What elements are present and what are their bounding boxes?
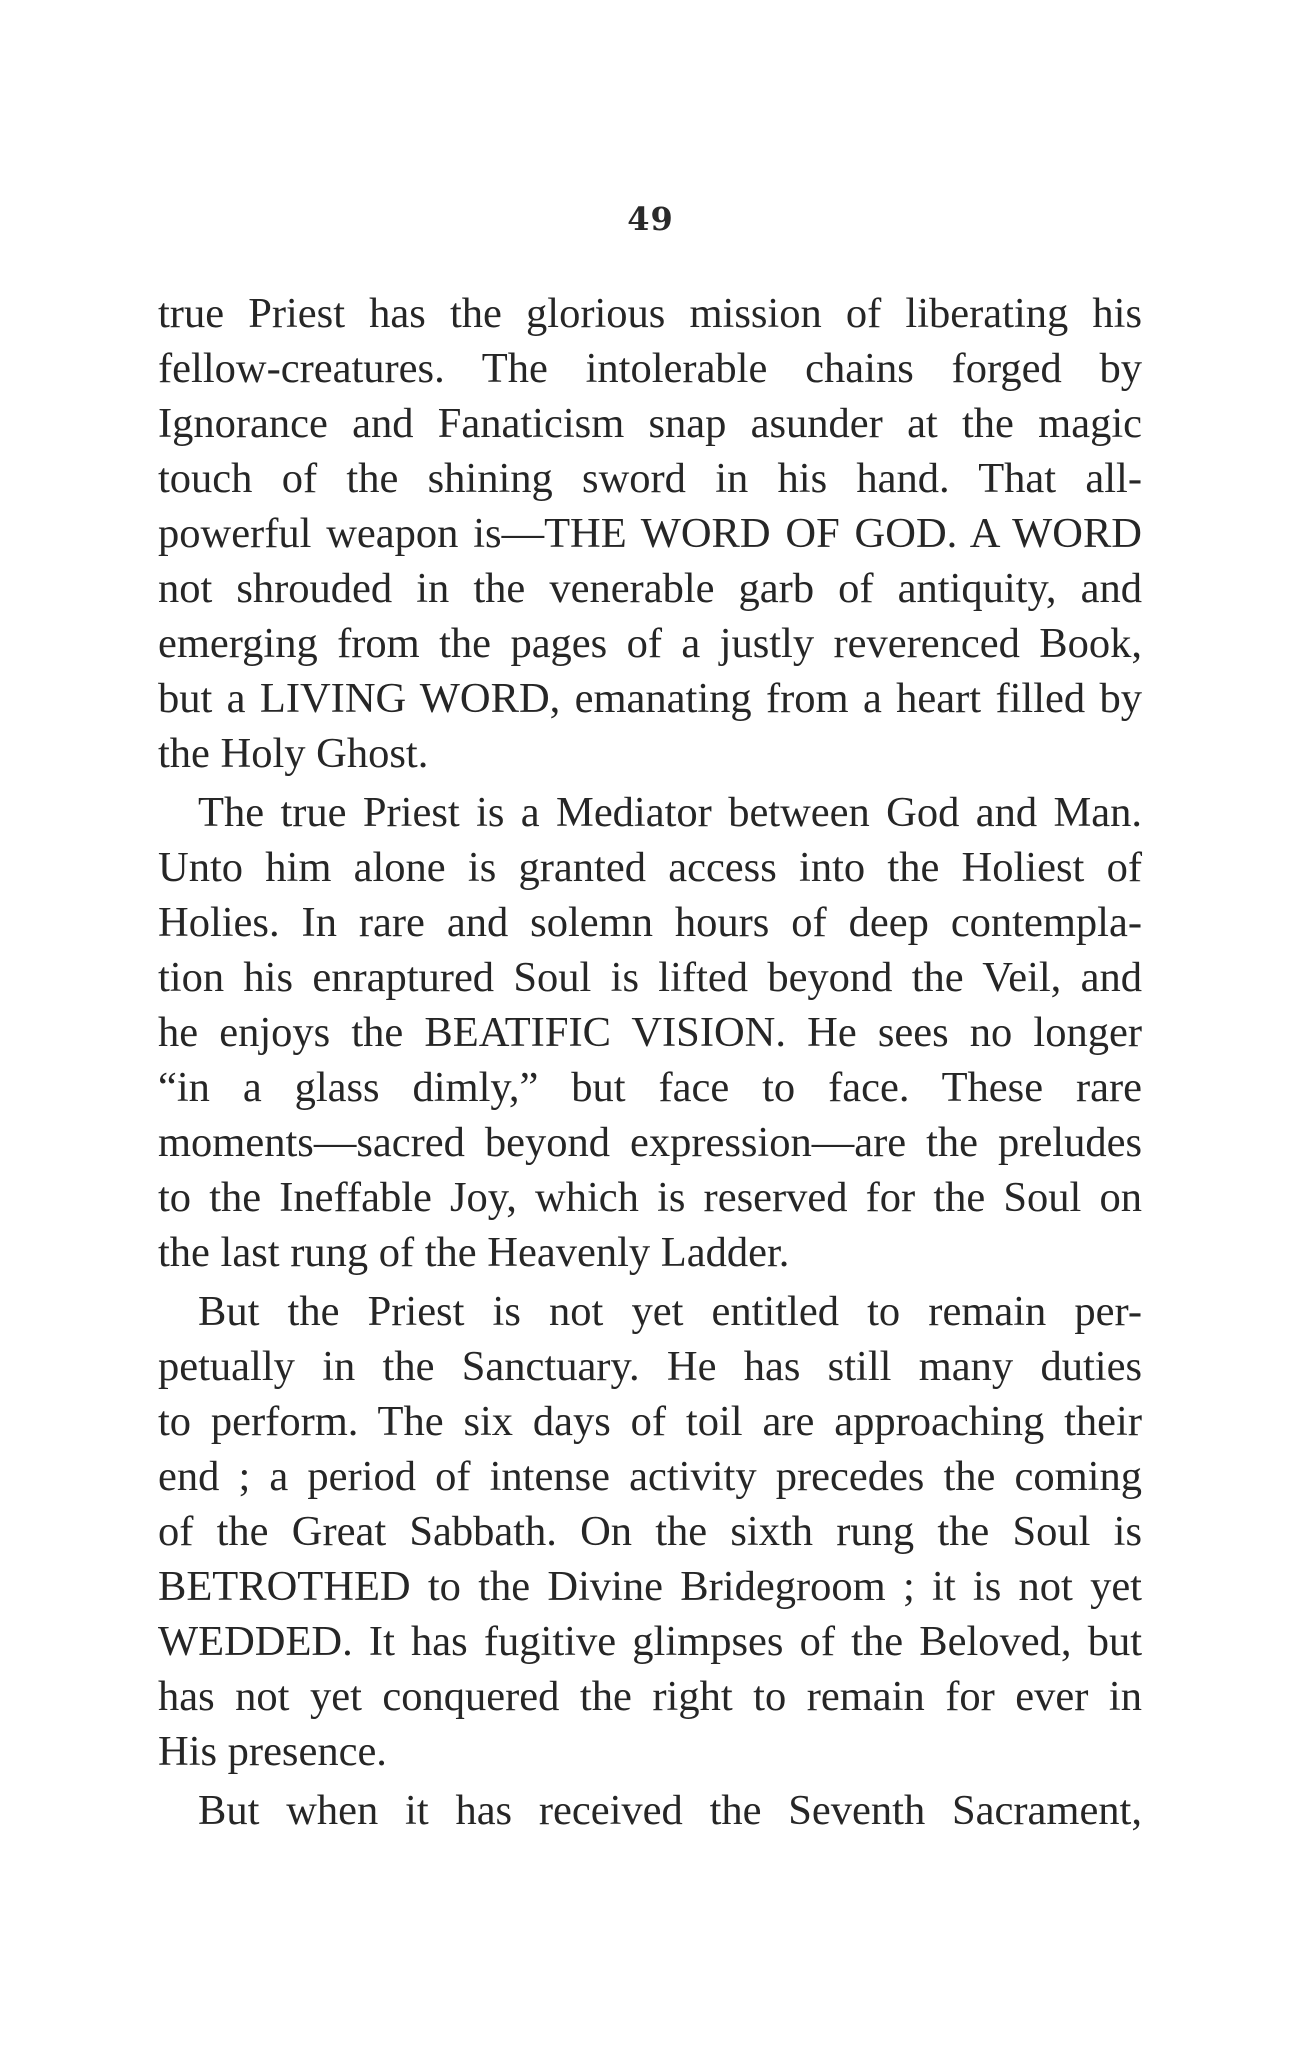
text-line: touch of the shining sword in his hand. That all-: [158, 455, 1142, 502]
text-line: “in a glass dimly,” but face to face. These rare: [158, 1064, 1142, 1111]
body-text: [158, 286, 1142, 1838]
paragraph: [158, 286, 1142, 781]
text-line: tion his enraptured Soul is lifted beyond the Veil, and: [158, 954, 1142, 1001]
paragraph: [158, 1783, 1142, 1838]
text-line: But the Priest is not yet entitled to remain per-: [198, 1288, 1142, 1335]
text-line: he enjoys the BEATIFIC VISION. He sees no longer: [158, 1009, 1142, 1056]
page-number: 49: [627, 200, 674, 238]
text-line: Holies. In rare and solemn hours of deep contempla-: [158, 899, 1142, 946]
text-line: end ; a period of intense activity precedes the coming: [158, 1453, 1142, 1500]
text-line: Unto him alone is granted access into the Holiest of: [158, 844, 1142, 891]
text-line: has not yet conquered the right to remain for ever in: [158, 1673, 1142, 1720]
text-line: BETROTHED to the Divine Bridegroom ; it is not yet: [158, 1563, 1142, 1610]
text-line: powerful weapon is—THE WORD OF GOD. A WORD: [158, 510, 1142, 557]
paragraph: [158, 785, 1142, 1280]
text-line: true Priest has the glorious mission of liberating his: [158, 290, 1142, 337]
text-line: the last rung of the Heavenly Ladder.: [158, 1229, 790, 1276]
text-line: petually in the Sanctuary. He has still many duties: [158, 1343, 1142, 1390]
text-line: The true Priest is a Mediator between God and Man.: [198, 789, 1142, 836]
text-line: but a LIVING WORD, emanating from a heart filled by: [158, 675, 1142, 722]
text-line: fellow-creatures. The intolerable chains forged by: [158, 345, 1142, 392]
paragraph: [158, 1284, 1142, 1779]
text-line: Ignorance and Fanaticism snap asunder at the magic: [158, 400, 1142, 447]
text-line: But when it has received the Seventh Sacrament,: [198, 1787, 1142, 1834]
text-line: WEDDED. It has fugitive glimpses of the Beloved, but: [158, 1618, 1142, 1665]
text-line: of the Great Sabbath. On the sixth rung the Soul is: [158, 1508, 1142, 1555]
text-line: moments—sacred beyond expression—are the preludes: [158, 1119, 1142, 1166]
text-line: to perform. The six days of toil are approaching their: [158, 1398, 1142, 1445]
text-line: the Holy Ghost.: [158, 730, 429, 777]
text-line: emerging from the pages of a justly reverenced Book,: [158, 620, 1142, 667]
text-line: His presence.: [158, 1728, 387, 1775]
text-line: to the Ineffable Joy, which is reserved for the Soul on: [158, 1174, 1142, 1221]
text-line: not shrouded in the venerable garb of antiquity, and: [158, 565, 1142, 612]
